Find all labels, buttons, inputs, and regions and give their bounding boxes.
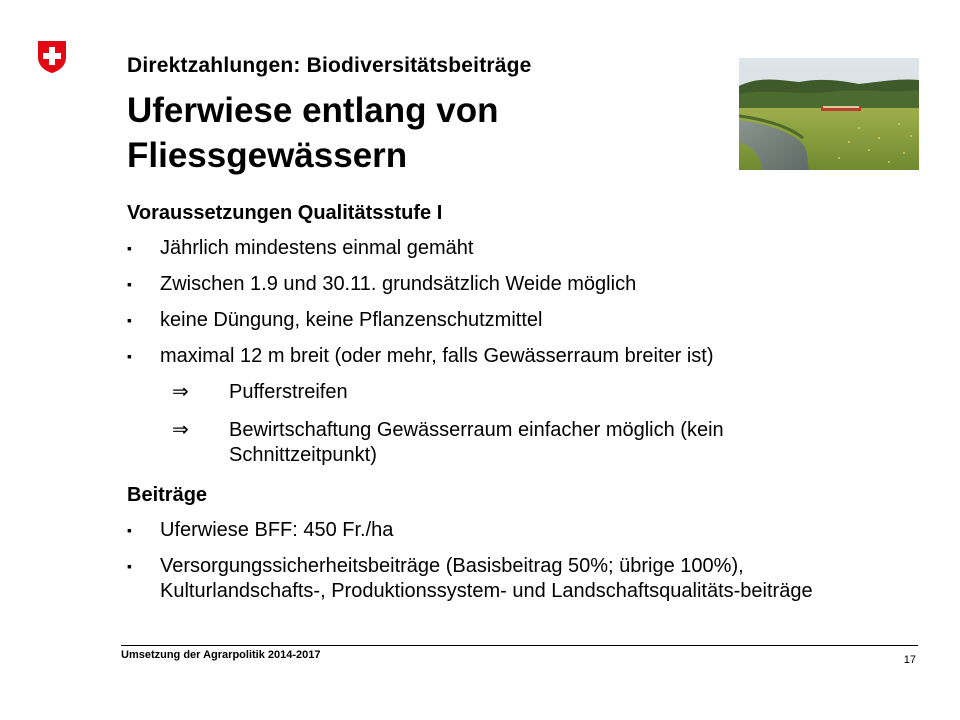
title-line-2: Fliessgewässern (127, 136, 408, 175)
section-heading-contributions: Beiträge (127, 484, 208, 506)
slide-title (127, 88, 727, 178)
bullet-icon: ▪ (127, 312, 132, 328)
list-item: ▪ Versorgungssicherheitsbeiträge (Basisbeitrag 50%; übrige 100%), Kulturlandschafts-, Produktionssystem- und Landschaftsqualitäts-beiträge (127, 555, 813, 602)
bullet-icon: ▪ (127, 522, 132, 538)
bullet-icon: ▪ (127, 348, 132, 364)
page-number: 17 (903, 654, 916, 666)
list-item: ▪ Uferwiese BFF: 450 Fr./ha (127, 519, 394, 541)
sub-list-item: ⇒ Bewirtschaftung Gewässerraum einfacher möglich (kein Schnittzeitpunkt) (172, 419, 724, 466)
section-heading-requirements: Voraussetzungen Qualitätsstufe I (127, 202, 443, 224)
footer-text: Umsetzung der Agrarpolitik 2014-2017 (121, 649, 321, 661)
swiss-cross-icon (37, 40, 67, 74)
list-item: ▪ maximal 12 m breit (oder mehr, falls Gewässerraum breiter ist) (127, 345, 714, 367)
list-item: ▪ Jährlich mindestens einmal gemäht (127, 237, 474, 259)
list-item: ▪ Zwischen 1.9 und 30.11. grundsätzlich Weide möglich (127, 273, 637, 295)
riverbank-meadow-photo (739, 58, 919, 170)
slide-subtitle: Direktzahlungen: Biodiversitätsbeiträge (127, 54, 532, 77)
bullet-icon: ▪ (127, 276, 132, 292)
footer-divider (121, 645, 918, 646)
title-line-1: Uferwiese entlang von (127, 91, 499, 130)
bullet-icon: ▪ (127, 240, 132, 256)
list-item: ▪ keine Düngung, keine Pflanzenschutzmittel (127, 309, 543, 331)
sub-list-item: ⇒ Pufferstreifen (172, 381, 348, 403)
implies-arrow-icon: ⇒ (172, 381, 189, 403)
bullet-icon: ▪ (127, 558, 132, 574)
implies-arrow-icon: ⇒ (172, 419, 189, 441)
